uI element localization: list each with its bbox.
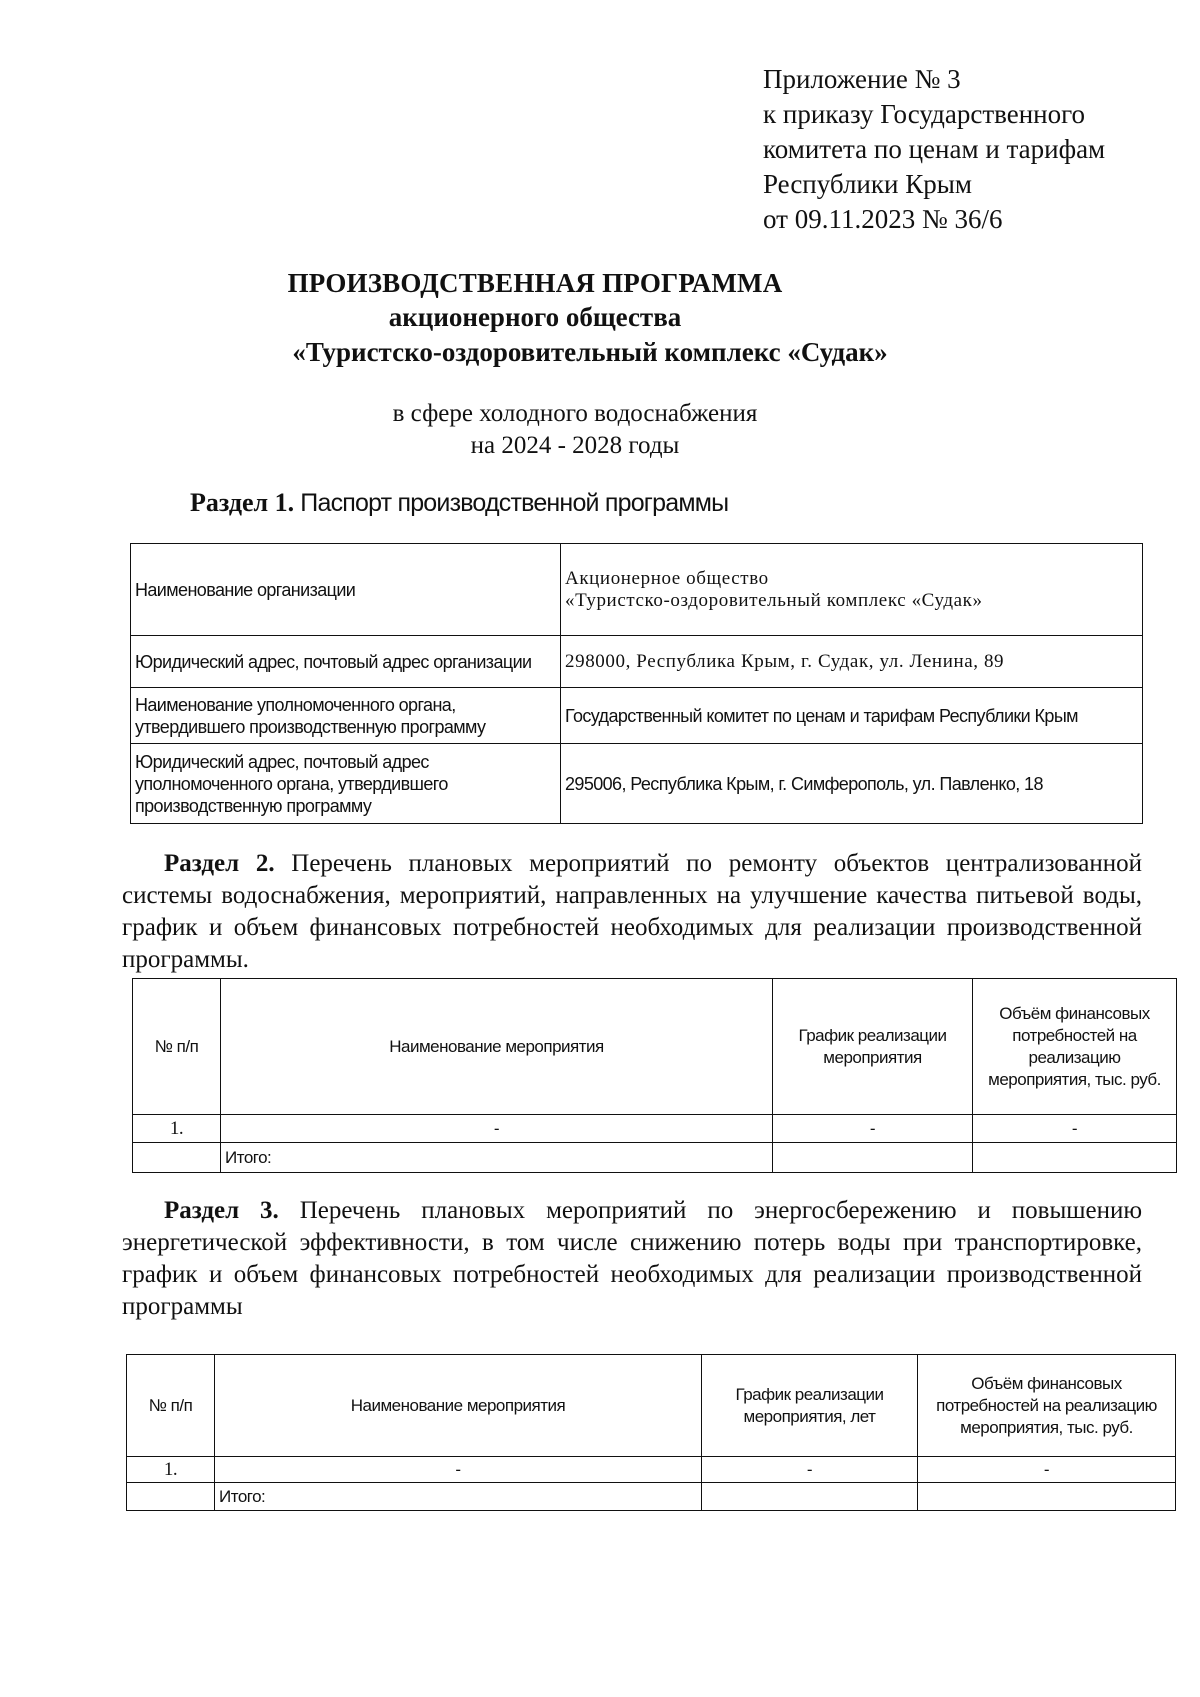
table-cell: - xyxy=(773,1115,973,1143)
table-cell: Юридический адрес, почтовый адрес организации xyxy=(131,636,561,688)
table-row xyxy=(131,636,1143,688)
title-line: «Туристско-оздоровительный комплекс «Судак» xyxy=(292,337,888,367)
table-cell: Наименование организации xyxy=(131,544,561,636)
table-row xyxy=(133,1115,1177,1143)
table-cell: - xyxy=(215,1457,702,1483)
annex-header xyxy=(763,62,1105,237)
annex-line: комитета по ценам и тарифам xyxy=(763,134,1106,164)
table-cell xyxy=(773,1143,973,1173)
table-total-row xyxy=(133,1143,1177,1173)
table-row xyxy=(127,1457,1176,1483)
subtitle-line: на 2024 - 2028 годы xyxy=(470,432,680,459)
cell-line: «Туристско-оздоровительный комплекс «Судак» xyxy=(565,589,983,611)
title-line: ПРОИЗВОДСТВЕННАЯ ПРОГРАММА xyxy=(287,268,783,298)
section3-text: Перечень плановых мероприятий по энергосбережению и повышению энергетической эффективности, в том числе снижению потерь воды при транспортировке, график и объем финансовых потребностей необходимых для реализации производственной программы xyxy=(122,1197,1143,1320)
section1-text: Паспорт производственной программы xyxy=(300,489,729,517)
section2-heading xyxy=(122,848,1142,976)
table-cell: 1. xyxy=(133,1115,221,1143)
table-row xyxy=(131,544,1143,636)
table-total-row xyxy=(127,1483,1176,1511)
section2-table xyxy=(132,978,1177,1173)
table-cell: - xyxy=(973,1115,1177,1143)
table-cell: 298000, Республика Крым, г. Судак, ул. Ленина, 89 xyxy=(561,636,1143,688)
table-cell: Юридический адрес, почтовый адрес уполномоченного органа, утвердившего производственную программу xyxy=(131,744,561,824)
table-cell: Государственный комитет по ценам и тарифам Республики Крым xyxy=(561,688,1143,744)
passport-table xyxy=(130,543,1143,824)
header-cell: График реализации мероприятия xyxy=(773,979,973,1115)
annex-line: Республики Крым xyxy=(763,169,972,199)
table-cell xyxy=(702,1483,918,1511)
table-cell xyxy=(127,1483,215,1511)
table-cell xyxy=(918,1483,1176,1511)
table-header-row xyxy=(127,1355,1176,1457)
cell-line: Акционерное общество xyxy=(565,567,769,589)
table-cell: - xyxy=(918,1457,1176,1483)
header-cell: График реализации мероприятия, лет xyxy=(702,1355,918,1457)
table-cell xyxy=(973,1143,1177,1173)
section3-heading xyxy=(122,1195,1142,1323)
document-title xyxy=(0,266,1200,370)
header-cell: № п/п xyxy=(127,1355,215,1457)
annex-line: Приложение № 3 xyxy=(763,64,961,94)
header-cell: Наименование мероприятия xyxy=(221,979,773,1115)
table-cell xyxy=(561,544,1143,636)
section2-label: Раздел 2. xyxy=(164,850,275,877)
table-cell: Наименование уполномоченного органа, утвердившего производственную программу xyxy=(131,688,561,744)
section3-table xyxy=(126,1354,1176,1511)
total-label: Итого: xyxy=(215,1483,702,1511)
total-label: Итого: xyxy=(221,1143,773,1173)
document-subtitle xyxy=(0,398,1200,462)
section1-label: Раздел 1. xyxy=(190,488,295,517)
title-line: акционерного общества xyxy=(388,302,682,332)
table-row xyxy=(131,688,1143,744)
annex-line: к приказу Государственного xyxy=(763,99,1086,129)
table-cell: 1. xyxy=(127,1457,215,1483)
subtitle-line: в сфере холодного водоснабжения xyxy=(392,400,758,427)
table-cell: - xyxy=(221,1115,773,1143)
section3-label: Раздел 3. xyxy=(164,1197,279,1224)
header-cell: Объём финансовых потребностей на реализацию мероприятия, тыс. руб. xyxy=(918,1355,1176,1457)
table-cell: 295006, Республика Крым, г. Симферополь, ул. Павленко, 18 xyxy=(561,744,1143,824)
table-header-row xyxy=(133,979,1177,1115)
header-cell: Объём финансовых потребностей на реализацию мероприятия, тыс. руб. xyxy=(973,979,1177,1115)
table-row xyxy=(131,744,1143,824)
table-cell: - xyxy=(702,1457,918,1483)
header-cell: Наименование мероприятия xyxy=(215,1355,702,1457)
header-cell: № п/п xyxy=(133,979,221,1115)
table-cell xyxy=(133,1143,221,1173)
section2-text: Перечень плановых мероприятий по ремонту объектов централизованной системы водоснабжения, мероприятий, направленных на улучшение качества питьевой воды, график и объем финансовых потребностей необходимых для реализации производственной программы. xyxy=(122,850,1143,973)
section1-heading xyxy=(190,488,728,518)
annex-line: от 09.11.2023 № 36/6 xyxy=(763,204,1003,234)
